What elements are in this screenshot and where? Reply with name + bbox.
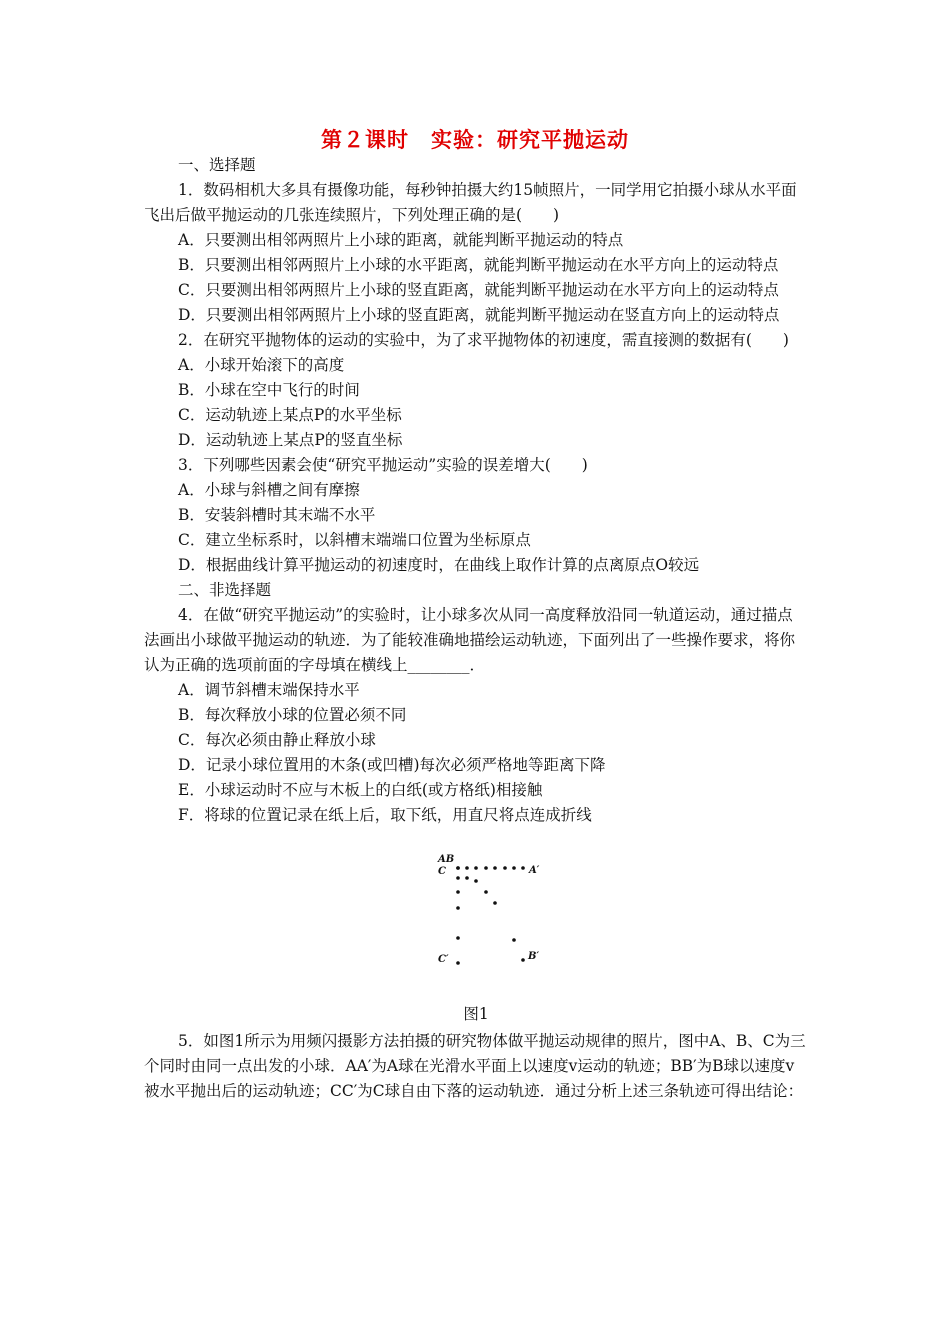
b-ball-dot <box>512 938 516 942</box>
ball-trajectory-dots <box>456 866 525 965</box>
b-ball-dot <box>493 901 497 905</box>
question-4-option-b: B．每次释放小球的位置必须不同 <box>178 706 407 724</box>
figure-1-diagram <box>144 850 808 1000</box>
question-4-option-f: F．将球的位置记录在纸上后，取下纸，用直尺将点连成折线 <box>178 806 592 824</box>
question-3-option-a: A．小球与斜槽之间有摩擦 <box>178 481 360 499</box>
label-a-prime: A′ <box>529 865 540 876</box>
question-2-option-b: B．小球在空中飞行的时间 <box>178 381 360 399</box>
c-ball-dot <box>456 906 460 910</box>
question-2-stem: 2．在研究平抛物体的运动的实验中，为了求平抛物体的初速度，需直接测的数据有( ) <box>178 331 789 349</box>
a-ball-dot <box>465 866 469 870</box>
strobe-photo-diagram <box>432 850 552 1000</box>
question-3-option-c: C．建立坐标系时，以斜槽末端端口位置为坐标原点 <box>178 531 531 549</box>
question-1-option-a: A．只要测出相邻两照片上小球的距离，就能判断平抛运动的特点 <box>178 231 624 249</box>
a-ball-dot <box>493 866 497 870</box>
label-c-prime: C′ <box>438 954 449 965</box>
figure-1-caption: 图1 <box>463 1005 489 1023</box>
c-ball-dot <box>456 961 460 965</box>
question-5-stem: 5．如图1所示为用频闪摄影方法拍摄的研究物体做平抛运动规律的照片，图中A、B、C为三个同时由同一点出发的小球．AA′为A球在光滑水平面上以速度v运动的轨迹；BB′为B球以速度v被水平抛出后的运动轨迹；CC′为C球自由下落的运动轨迹．通过分析上述三条轨迹可得出结论： <box>144 1032 806 1100</box>
question-2-option-d: D．运动轨迹上某点P的竖直坐标 <box>178 431 403 449</box>
question-1-stem: 1．数码相机大多具有摄像功能，每秒钟拍摄大约15帧照片，一同学用它拍摄小球从水平面飞出后做平抛运动的几张连续照片，下列处理正确的是( ) <box>144 181 797 224</box>
question-3-option-d: D．根据曲线计算平抛运动的初速度时，在曲线上取作计算的点离原点O较远 <box>178 556 700 574</box>
question-4-option-c: C．每次必须由静止释放小球 <box>178 731 376 749</box>
c-ball-dot <box>456 936 460 940</box>
a-ball-dot <box>474 866 478 870</box>
a-ball-dot <box>484 866 488 870</box>
section-heading-choice: 一、选择题 <box>178 156 256 174</box>
c-ball-dot <box>456 890 460 894</box>
page-title: 第２课时 实验：研究平抛运动 <box>321 128 629 152</box>
a-ball-dot <box>503 866 507 870</box>
question-2-option-c: C．运动轨迹上某点P的水平坐标 <box>178 406 402 424</box>
question-3-option-b: B．安装斜槽时其末端不水平 <box>178 506 376 524</box>
question-1-option-c: C．只要测出相邻两照片上小球的竖直距离，就能判断平抛运动在水平方向上的运动特点 <box>178 281 779 299</box>
a-ball-dot <box>521 866 525 870</box>
c-ball-dot <box>456 876 460 880</box>
question-4-stem: 4．在做“研究平抛运动”的实验时，让小球多次从同一高度释放沿同一轨道运动，通过描点法画出小球做平抛运动的轨迹．为了能较准确地描绘运动轨迹，下面列出了一些操作要求，将你认为正确的选项前面的字母填在横线上________． <box>144 606 796 674</box>
question-2-option-a: A．小球开始滚下的高度 <box>178 356 345 374</box>
label-ab: AB <box>438 854 455 865</box>
b-ball-dot <box>465 876 469 880</box>
question-4-option-e: E．小球运动时不应与木板上的白纸(或方格纸)相接触 <box>178 781 543 799</box>
b-ball-dot <box>521 958 525 962</box>
c-ball-dot <box>456 866 460 870</box>
label-c: C <box>438 866 446 877</box>
b-ball-dot <box>484 890 488 894</box>
question-3-stem: 3．下列哪些因素会使“研究平抛运动”实验的误差增大( ) <box>178 456 588 474</box>
question-4-option-a: A．调节斜槽末端保持水平 <box>178 681 360 699</box>
section-heading-nonchoice: 二、非选择题 <box>178 581 272 599</box>
b-ball-dot <box>474 879 478 883</box>
document-body <box>144 153 808 1104</box>
question-4-option-d: D．记录小球位置用的木条(或凹槽)每次必须严格地等距离下降 <box>178 756 606 774</box>
label-b-prime: B′ <box>528 951 540 962</box>
question-1-option-d: D．只要测出相邻两照片上小球的竖直距离，就能判断平抛运动在竖直方向上的运动特点 <box>178 306 780 324</box>
a-ball-dot <box>512 866 516 870</box>
question-1-option-b: B．只要测出相邻两照片上小球的水平距离，就能判断平抛运动在水平方向上的运动特点 <box>178 256 779 274</box>
